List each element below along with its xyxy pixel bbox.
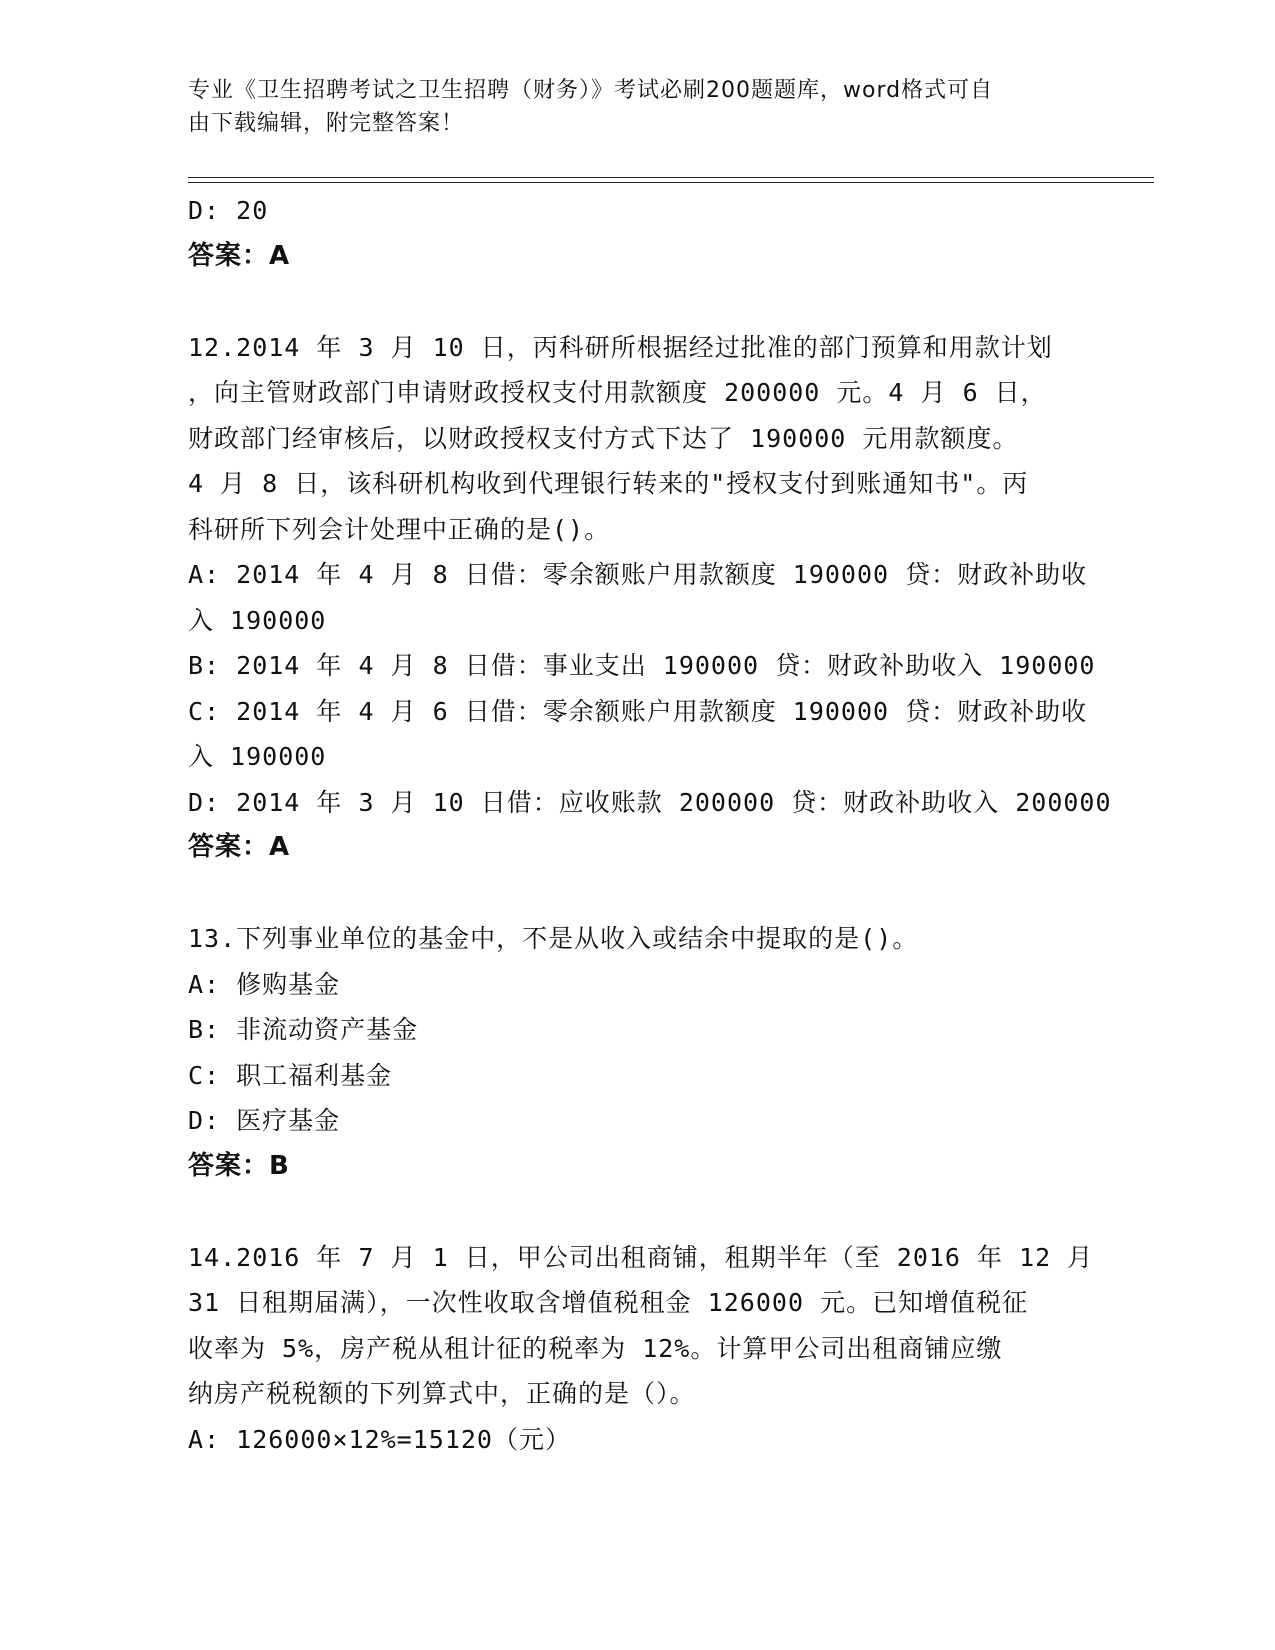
- q12-option-a: A: 2014 年 4 月 8 日借：零余额账户用款额度 190000 贷：财政补助收: [188, 560, 1088, 589]
- q12-stem-line: 科研所下列会计处理中正确的是()。: [188, 514, 611, 544]
- q12-stem-line: 4 月 8 日，该科研机构收到代理银行转来的"授权支付到账通知书"。丙: [188, 469, 1029, 498]
- q13-option-d: D: 医疗基金: [188, 1106, 341, 1135]
- q13-option-a: A: 修购基金: [188, 969, 341, 999]
- header-divider-top: [188, 177, 1154, 178]
- q14-stem-line: 31 日租期届满），一次性收取含增值税租金 126000 元。已知增值税征: [188, 1288, 1029, 1317]
- header-divider-bottom: [188, 182, 1154, 183]
- q13-stem: 13.下列事业单位的基金中，不是从收入或结余中提取的是()。: [188, 924, 919, 953]
- q11-answer: 答案：A: [188, 240, 291, 271]
- q13-option-b: B: 非流动资产基金: [188, 1015, 419, 1044]
- question-11: [188, 188, 1088, 279]
- q14-stem-line: 收率为 5%，房产税从租计征的税率为 12%。计算甲公司出租商铺应缴: [188, 1333, 1003, 1363]
- question-13: [188, 916, 1088, 1189]
- q13-option-c: C: 职工福利基金: [188, 1060, 393, 1090]
- page-header: [188, 74, 1068, 140]
- q12-stem-line: 财政部门经审核后，以财政授权支付方式下达了 190000 元用款额度。: [188, 423, 1019, 453]
- q12-option-d: D: 2014 年 3 月 10 日借：应收账款 200000 贷：财政补助收入 200000: [188, 787, 1112, 817]
- q11-option-d: D: 20: [188, 196, 269, 225]
- q12-option-b: B: 2014 年 4 月 8 日借：事业支出 190000 贷：财政补助收入 190000: [188, 651, 1096, 680]
- spacer: [188, 279, 1088, 325]
- spacer: [188, 871, 1088, 917]
- q14-option-a: A: 126000×12%=15120（元）: [188, 1424, 571, 1454]
- q13-answer: 答案：B: [188, 1150, 290, 1181]
- q12-stem-line: 12.2014 年 3 月 10 日，丙科研所根据经过批准的部门预算和用款计划: [188, 332, 1053, 362]
- question-12: [188, 325, 1112, 871]
- q12-option-a-cont: 入 190000: [188, 605, 327, 635]
- document-body: [188, 188, 1112, 1462]
- q14-stem-line: 14.2016 年 7 月 1 日，甲公司出租商铺，租期半年（至 2016 年 12 月: [188, 1242, 1094, 1272]
- q12-stem-line: ，向主管财政部门申请财政授权支付用款额度 200000 元。4 月 6 日，: [188, 378, 1047, 407]
- q12-option-c-cont: 入 190000: [188, 742, 327, 771]
- question-14: [188, 1235, 1094, 1463]
- q14-stem-line: 纳房产税税额的下列算式中，正确的是（）。: [188, 1379, 696, 1408]
- header-line-1: 专业《卫生招聘考试之卫生招聘（财务）》考试必刷200题题库，word格式可自: [188, 78, 994, 103]
- header-line-2: 由下载编辑，附完整答案！: [188, 111, 465, 136]
- q12-answer: 答案：A: [188, 832, 291, 862]
- spacer: [188, 1189, 1088, 1235]
- q12-option-c: C: 2014 年 4 月 6 日借：零余额账户用款额度 190000 贷：财政补助收: [188, 696, 1088, 726]
